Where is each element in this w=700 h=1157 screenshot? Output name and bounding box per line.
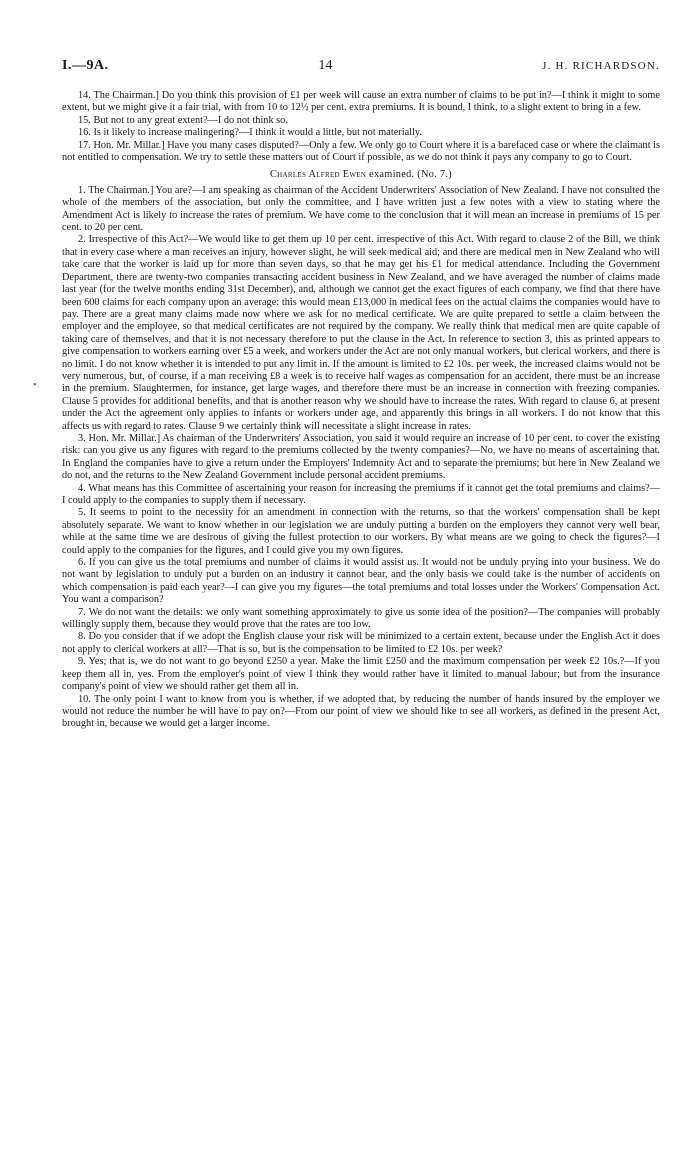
paragraph: 7. We do not want the details: we only want something approximately to give us some idea of the position?—The companies will probably willingly supply them, because they would prove that the rates are too low. — [62, 606, 660, 631]
paragraph: 4. What means has this Committee of ascertaining your reason for increasing the premiums if it cannot get the total premiums and claims?—I could apply to the companies to supply them if necessary. — [62, 482, 660, 506]
paragraph: 16. Is it likely to increase malingering?—I think it would a little, but not materially. — [78, 127, 422, 139]
testimony-section — [62, 185, 660, 731]
page-number: 14 — [318, 58, 333, 73]
paragraph: 1. The Chairman.] You are?—I am speaking as chairman of the Accident Underwriters' Association of New Zealand. I have not consulted the whole of the members of the association, but only the committee, and I have written just a few notes with a view to stating where the Amendment Act is likely to increase the rates of premium. We have come to the conclusion that it will mean an increase in premiums of 15 per cent. to 20 per cent. — [62, 184, 660, 234]
document-reference: I.—9A. — [62, 58, 109, 73]
paragraph: 8. Do you consider that if we adopt the English clause your risk will be minimized to a certain extent, because under the English Act it does not apply to clerical workers at all?—That is so, but is the compensation to be limited to £2 10s. per week? — [62, 631, 660, 655]
margin-mark: • — [33, 380, 37, 391]
paragraph: 14. The Chairman.] Do you think this provision of £1 per week will cause an extra number of claims to be put in?—I think it might to some extent, but we might give it a fair trial, with from 10 to 12½ per cent. extra premiums. It is bound, I think, to a slight extent to bring in a few. — [62, 90, 660, 114]
paragraph: 9. Yes; that is, we do not want to go beyond £250 a year. Make the limit £250 and the maximum compensation per week £2 10s.?—If you keep them all in, yes. From the employer's point of view I think they would rather have it limited to manual labour; but from the insurance company's point of view we should rather get them all in. — [62, 656, 660, 693]
witness-heading — [62, 169, 660, 181]
paragraph: 6. If you can give us the total premiums and number of claims it would assist us. It would not be unduly prying into your business. We do not want by legislation to unduly put a burden on an industry it cannot bear, and the only basis we could take is the number of accidents on which compensation is paid each year?—I can give you my figures—the total premiums and total losses under the Workers' Compensation Act. You want a comparison? — [62, 557, 660, 606]
paragraph: 2. Irrespective of this Act?—We would like to get them up 10 per cent. irrespective of this Act. With regard to clause 2 of the Bill, we think that in every case where a man receives an injury, however slight, he will seek medical aid; and there are medical men in New Zealand who will take care that the worker is laid up for more than seven days, so that he may get his £1 for medical attendance. Including the Government Department, there are twenty-two companies transacting accident business in New Zealand, and we have averaged the number of claims made last year (for the twelve months ending 31st December), and, although we cannot get the exact figures of each company, we find that there have been 600 claims for each company upon an average: this would mean £13,000 in medical fees on the actual claims the companies would have to pay. There are a great many claims made now where we ask for no medical certificate. We are quite prepared to settle a claim between the employer and the employee, so that medical certificates are not required by the company. We really think that medical men are quite capable of taking care of themselves, and that it is not necessary therefore to put the clause in the Act. In reference to section 3, this as printed appears to give compensation to workers earning over £5 a week, and workers under the Act are not only manual workers, but clerical workers, and there is no limit. I do not know whether it is intended to put any limit in. If the amount is limited to £2 10s. per week, the increased claims would not be very numerous, but, of course, if a man receiving £8 a week is to receive half wages as compensation for an accident, there must be an increase in the premium. Slaughtermen, for instance, get large wages, and therefore there must be an increase in connection with freezing companies. Clause 5 provides for additional benefits, and that is another reason why we should have to increase the rates. With regard to clause 6, at present under the Act the agreement only applies to infants or workers under age, and apparently this brings in all workers. I do not know that this affects us with regard to rates. Clause 9 we certainly think will necessitate a slight increase in rates. — [62, 234, 660, 432]
paragraph: 10. The only point I want to know from you is whether, if we adopted that, by reducing the number of hands insured by the employer we would not reduce the number he will have to pay on?—From our point of view we should like to see all workers, as defined in the present Act, brought in, because we would get a larger income. — [62, 693, 660, 730]
top-section — [62, 90, 660, 164]
paragraph: 15. But not to any great extent?—I do not think so. — [78, 114, 288, 126]
paragraph: 5. It seems to point to the necessity for an amendment in connection with the returns, so that the workers' compensation shall be kept absolutely separate. We want to know whether in our legislation we are unduly putting a burden on the employers they cannot very well bear, while at the same time we are desirous of giving the fullest protection to our workers. By what means are we going to check the figures?—I could apply to the companies for the figures, and I could give you my own figures. — [62, 507, 660, 556]
witness-name: Charles Alfred Ewen — [270, 169, 367, 181]
witness-heading-suffix: examined. (No. 7.) — [369, 169, 452, 181]
page-header — [62, 58, 660, 74]
paragraph: 3. Hon. Mr. Millar.] As chairman of the Underwriters' Association, you said it would require an increase of 10 per cent. to cover the existing risk: can you give us any figures with regard to the premiums collected by the twenty companies?—No, we have no means of ascertaining that. In England the companies have to give a return under the Employers' Indemnity Act and to separate the premiums; but here in New Zealand we do not, and the returns to the New Zealand Government include personal accident premiums. — [62, 432, 660, 482]
running-head-author: J. H. RICHARDSON. — [542, 60, 660, 72]
paragraph: 17. Hon. Mr. Millar.] Have you many cases disputed?—Only a few. We only go to Court where it is a barefaced case or where the claimant is not entitled to compensation. We try to settle these matters out of Court if possible, as we do not think it pays any company to go to Court. — [62, 139, 660, 164]
